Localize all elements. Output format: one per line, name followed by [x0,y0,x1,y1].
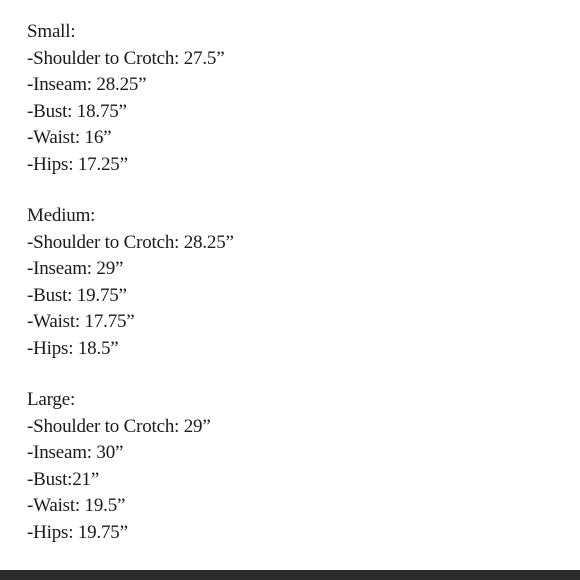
measurement-line: -Inseam: 30” [27,442,124,463]
measurement-line: -Waist: 17.75” [27,311,135,332]
size-chart-text [27,19,234,571]
measurement-line: -Shoulder to Crotch: 29” [27,415,211,437]
measurement-line: -Waist: 19.5” [27,495,126,516]
measurement-line: -Inseam: 28.25” [27,74,147,95]
measurement-line: -Inseam: 29” [27,258,124,279]
size-section-medium [27,203,234,362]
size-section-large [27,387,234,546]
measurement-line: -Bust:21” [27,468,100,490]
size-section-small [27,19,234,178]
size-title: Small: [27,21,76,42]
measurement-line: -Hips: 18.5” [27,337,119,359]
measurement-line: -Shoulder to Crotch: 27.5” [27,47,225,69]
measurement-line: -Bust: 19.75” [27,284,127,306]
bottom-bar [0,570,580,580]
size-title: Large: [27,389,76,410]
measurement-line: -Hips: 19.75” [27,521,128,543]
size-title: Medium: [27,205,96,226]
measurement-line: -Hips: 17.25” [27,153,128,175]
measurement-line: -Bust: 18.75” [27,100,127,122]
measurement-line: -Waist: 16” [27,127,112,148]
measurement-line: -Shoulder to Crotch: 28.25” [27,231,234,253]
